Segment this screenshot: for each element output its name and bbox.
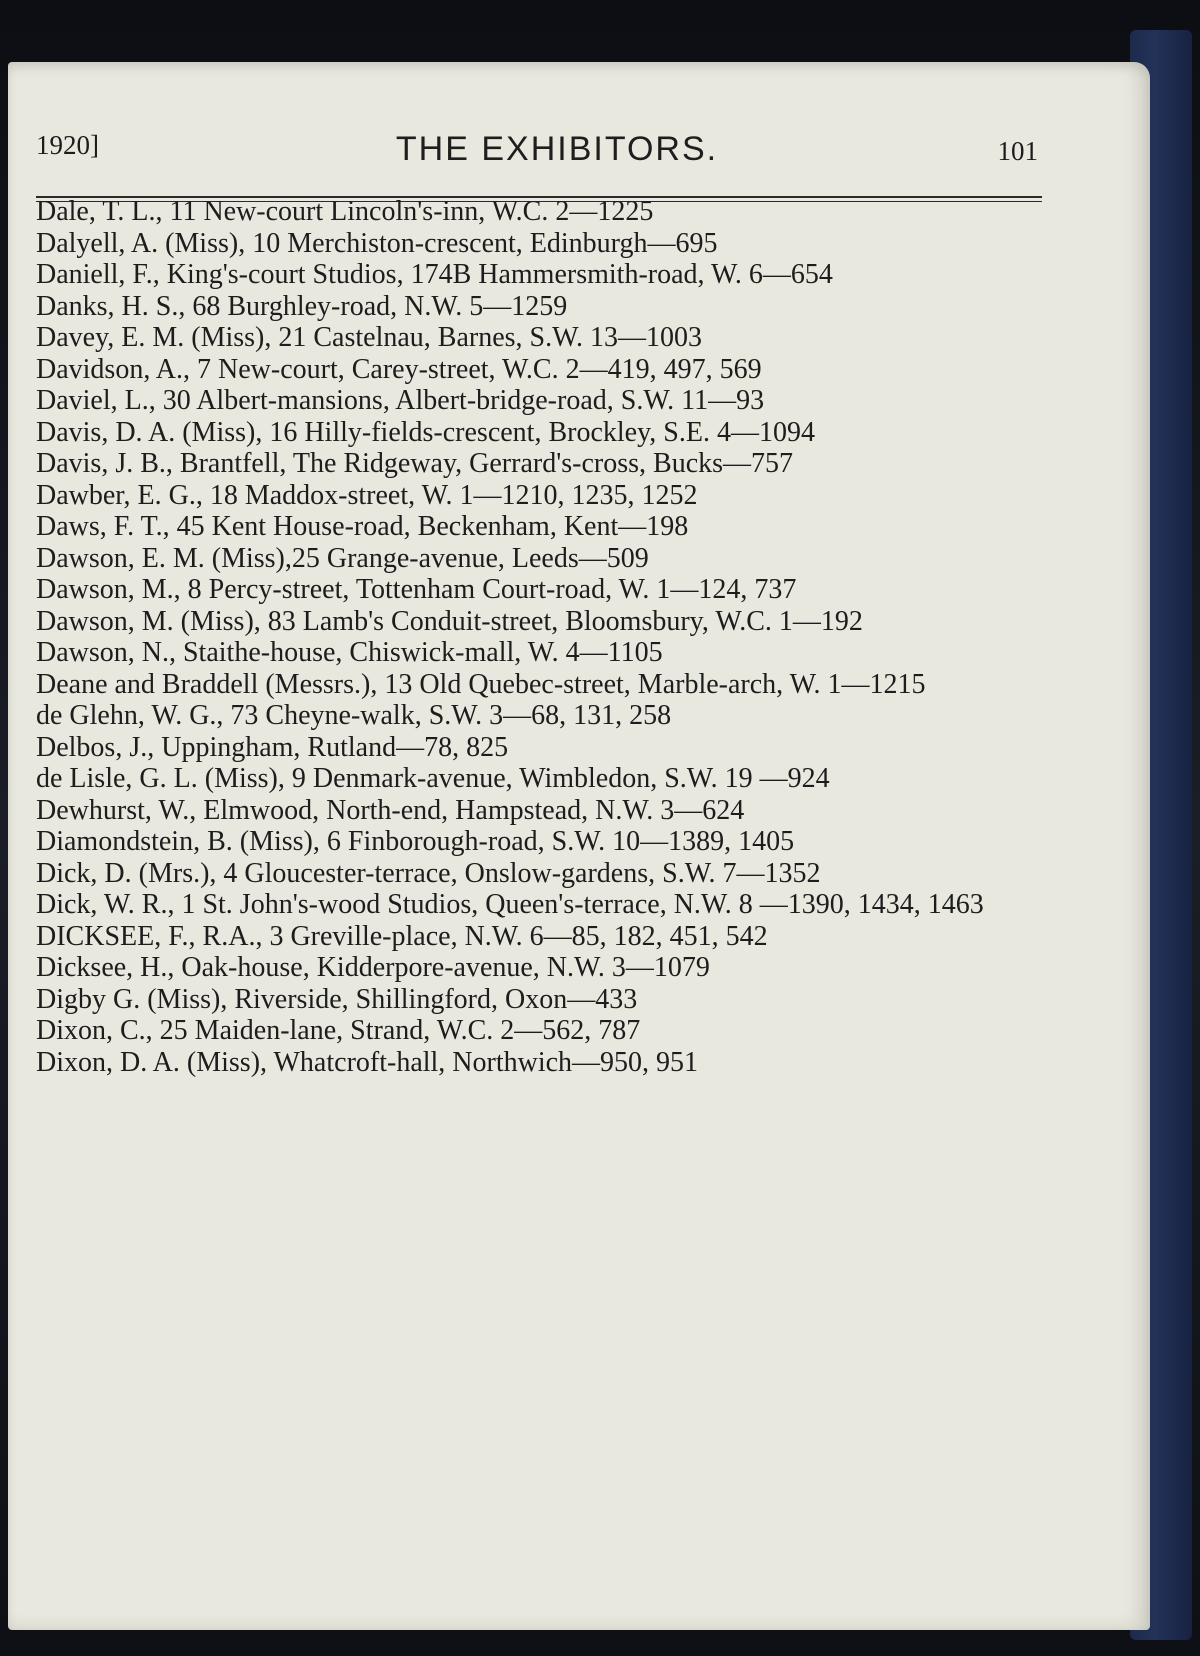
page-header	[36, 130, 1038, 190]
exhibitor-entry: Daws, F. T., 45 Kent House-road, Beckenham, Kent—198	[36, 511, 689, 542]
exhibitor-entry: Digby G. (Miss), Riverside, Shillingford, Oxon—433	[36, 983, 638, 1015]
page-title: THE EXHIBITORS.	[395, 130, 719, 168]
exhibitor-entry: Danks, H. S., 68 Burghley-road, N.W. 5—1259	[36, 290, 568, 322]
exhibitor-entry: Dawson, M. (Miss), 83 Lamb's Conduit-street, Bloomsbury, W.C. 1—192	[36, 605, 863, 637]
header-year: 1920]	[36, 130, 99, 160]
exhibitor-entry: Davis, J. B., Brantfell, The Ridgeway, Gerrard's-cross, Bucks—757	[36, 448, 794, 479]
exhibitor-entry: Daviel, L., 30 Albert-mansions, Albert-bridge-road, S.W. 11—93	[36, 385, 765, 416]
exhibitor-entry: Dawson, E. M. (Miss),25 Grange-avenue, Leeds—509	[36, 542, 649, 574]
exhibitor-entry: Diamondstein, B. (Miss), 6 Finborough-road, S.W. 10—1389, 1405	[36, 826, 795, 857]
exhibitor-entry: Dawber, E. G., 18 Maddox-street, W. 1—1210, 1235, 1252	[36, 479, 698, 511]
exhibitor-entry: Dicksee, H., Oak-house, Kidderpore-avenue, N.W. 3—1079	[36, 952, 710, 983]
exhibitor-entry: Dalyell, A. (Miss), 10 Merchiston-crescent, Edinburgh—695	[36, 227, 718, 259]
exhibitor-entry: Dick, D. (Mrs.), 4 Gloucester-terrace, Onslow-gardens, S.W. 7—1352	[36, 857, 821, 889]
exhibitor-entry: Daniell, F., King's-court Studios, 174B Hammersmith-road, W. 6—654	[36, 259, 833, 290]
exhibitor-entry: de Lisle, G. L. (Miss), 9 Denmark-avenue, Wimbledon, S.W. 19 —924	[36, 763, 830, 794]
exhibitor-entry: Davidson, A., 7 New-court, Carey-street, W.C. 2—419, 497, 569	[36, 353, 762, 385]
exhibitor-entry: Deane and Braddell (Messrs.), 13 Old Quebec-street, Marble-arch, W. 1—1215	[36, 668, 926, 700]
exhibitor-entry: Dewhurst, W., Elmwood, North-end, Hampstead, N.W. 3—624	[36, 794, 745, 826]
exhibitor-entry: Dixon, C., 25 Maiden-lane, Strand, W.C. 2—562, 787	[36, 1015, 641, 1046]
exhibitor-entry: Dale, T. L., 11 New-court Lincoln's-inn, W.C. 2—1225	[36, 196, 654, 227]
page-number: 101	[997, 136, 1038, 166]
exhibitor-entry: de Glehn, W. G., 73 Cheyne-walk, S.W. 3—68, 131, 258	[36, 700, 672, 731]
exhibitor-entry: Dawson, M., 8 Percy-street, Tottenham Court-road, W. 1—124, 737	[36, 574, 797, 605]
exhibitor-entry: Dixon, D. A. (Miss), Whatcroft-hall, Northwich—950, 951	[36, 1046, 699, 1078]
exhibitor-entry: Delbos, J., Uppingham, Rutland—78, 825	[36, 731, 509, 763]
exhibitor-list	[36, 196, 1046, 1078]
exhibitor-entry: Dick, W. R., 1 St. John's-wood Studios, Queen's-terrace, N.W. 8 —1390, 1434, 1463	[36, 889, 984, 920]
exhibitor-entry: DICKSEE, F., R.A., 3 Greville-place, N.W. 6—85, 182, 451, 542	[36, 920, 768, 952]
exhibitor-entry: Dawson, N., Staithe-house, Chiswick-mall, W. 4—1105	[36, 637, 663, 668]
exhibitor-entry: Davis, D. A. (Miss), 16 Hilly-fields-crescent, Brockley, S.E. 4—1094	[36, 416, 815, 448]
exhibitor-entry: Davey, E. M. (Miss), 21 Castelnau, Barnes, S.W. 13—1003	[36, 322, 702, 353]
